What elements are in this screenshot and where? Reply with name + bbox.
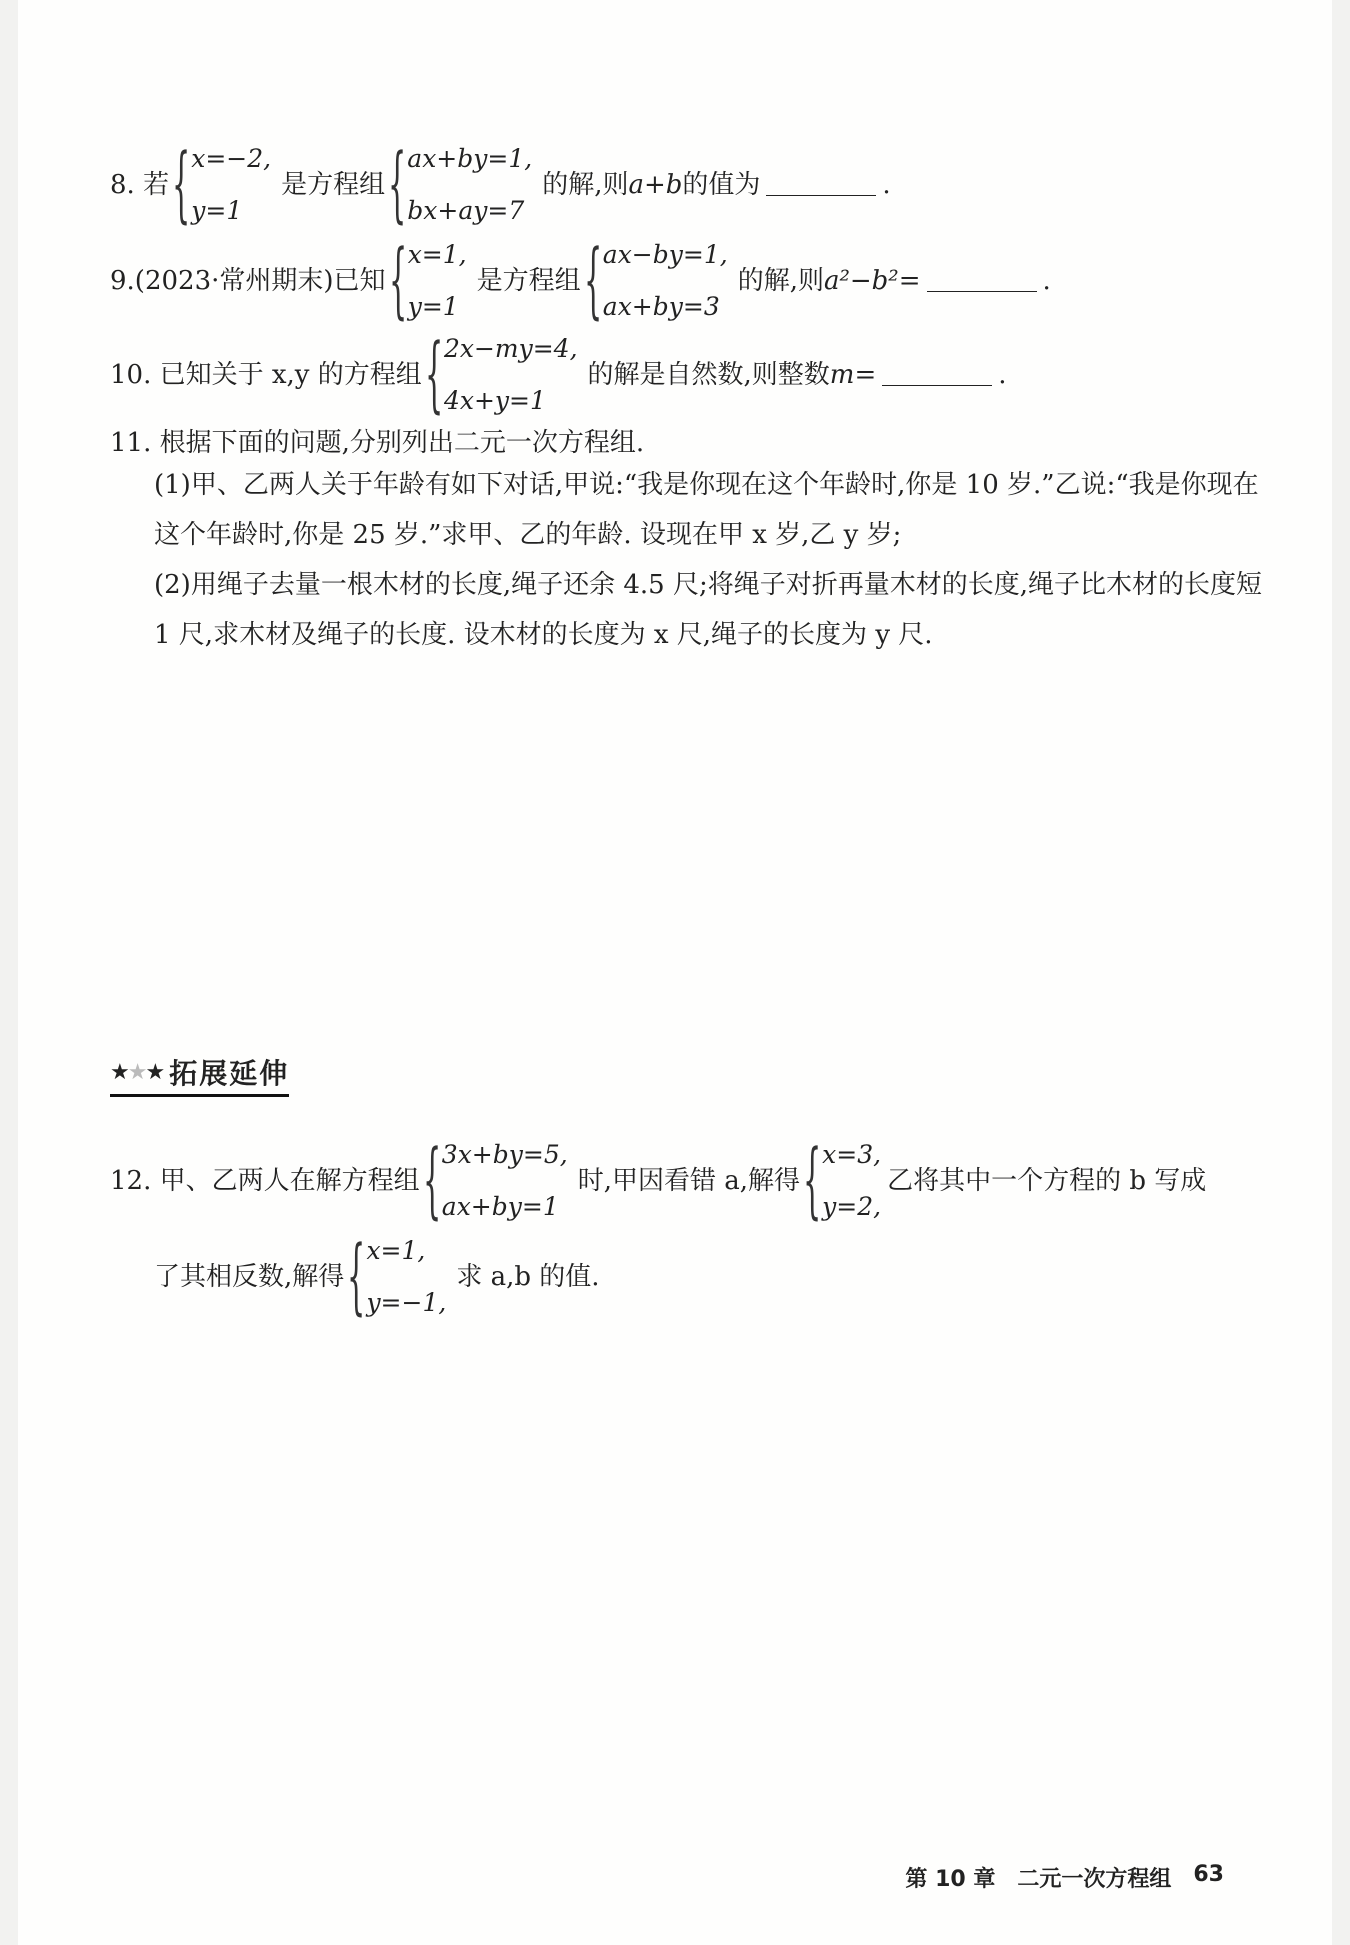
question-10 xyxy=(110,327,1007,422)
q12-line2-suffix: 求 a,b 的值. xyxy=(456,1262,600,1292)
q12-solution-jia: x=3, y=2, xyxy=(822,1140,882,1221)
q12-solution-yi: x=1, y=−1, xyxy=(366,1236,447,1317)
question-12 xyxy=(110,1133,1207,1228)
question-11-part-1: (1)甲、乙两人关于年龄有如下对话,甲说:“我是你现在这个年龄时,你是 10 岁.”乙说:“我是你现在这个年龄时,你是 25 岁.”求甲、乙的年龄. 设现在甲 x 岁,乙 y 岁; xyxy=(154,470,1259,550)
brace-icon: { xyxy=(424,327,443,422)
answer-blank[interactable] xyxy=(927,271,1037,292)
q12-suffix: 乙将其中一个方程的 b 写成 xyxy=(887,1166,1207,1196)
q9-expr: a²−b²= xyxy=(823,266,921,296)
q8-system: ax+by=1, bx+ay=7 xyxy=(407,144,533,225)
q8-expr: a+b xyxy=(628,170,683,200)
page-number: 63 xyxy=(1193,1862,1224,1887)
q9-system: ax−by=1, ax+by=3 xyxy=(602,240,728,321)
question-12-line-2 xyxy=(154,1229,600,1324)
answer-blank[interactable] xyxy=(766,175,876,196)
question-8 xyxy=(110,137,891,232)
q12-prefix: 12. 甲、乙两人在解方程组 xyxy=(110,1166,420,1196)
question-9 xyxy=(110,233,1051,328)
q10-expr: m= xyxy=(829,360,877,390)
q8-end: . xyxy=(882,170,891,200)
chapter-title: 二元一次方程组 xyxy=(1017,1867,1172,1892)
q12-system: 3x+by=5, ax+by=1 xyxy=(441,1140,568,1221)
brace-icon: { xyxy=(347,1229,366,1324)
workbook-page xyxy=(18,0,1332,1945)
q10-suffix: 的解是自然数,则整数 xyxy=(587,360,830,390)
q9-end: . xyxy=(1042,266,1051,296)
q9-solution: x=1, y=1 xyxy=(407,240,467,321)
question-11-title: 11. 根据下面的问题,分别列出二元一次方程组. xyxy=(110,428,645,458)
q10-system: 2x−my=4, 4x+y=1 xyxy=(443,334,578,415)
q12-mid: 时,甲因看错 a,解得 xyxy=(577,1166,800,1196)
brace-icon: { xyxy=(172,137,191,232)
stars-icon: ★ ★ ★ xyxy=(110,1059,168,1085)
q8-tail: 的值为 xyxy=(682,170,761,200)
chapter-label: 第 10 章 xyxy=(905,1867,996,1892)
q10-prefix: 10. 已知关于 x,y 的方程组 xyxy=(110,360,422,390)
brace-icon: { xyxy=(583,233,602,328)
answer-blank[interactable] xyxy=(882,365,992,386)
q9-mid: 是方程组 xyxy=(476,266,581,296)
q9-prefix: 9.(2023·常州期末)已知 xyxy=(110,266,386,296)
brace-icon: { xyxy=(802,1133,822,1228)
question-11-part-2: (2)用绳子去量一根木材的长度,绳子还余 4.5 尺;将绳子对折再量木材的长度,绳子比木材的长度短 1 尺,求木材及绳子的长度. 设木材的长度为 x 尺,绳子的长度为 y 尺. xyxy=(154,570,1262,650)
section-header xyxy=(110,1052,289,1097)
brace-icon: { xyxy=(388,137,407,232)
brace-icon: { xyxy=(388,233,407,328)
q8-prefix: 8. 若 xyxy=(110,170,170,200)
section-title: 拓展延伸 xyxy=(169,1057,290,1090)
q8-solution: x=−2, y=1 xyxy=(191,144,272,225)
q12-line2-prefix: 了其相反数,解得 xyxy=(154,1262,345,1292)
page-footer xyxy=(905,1862,1224,1893)
q8-suffix: 的解,则 xyxy=(542,170,629,200)
brace-icon: { xyxy=(422,1133,441,1228)
q9-suffix: 的解,则 xyxy=(737,266,824,296)
q10-end: . xyxy=(998,360,1007,390)
q8-mid: 是方程组 xyxy=(281,170,386,200)
